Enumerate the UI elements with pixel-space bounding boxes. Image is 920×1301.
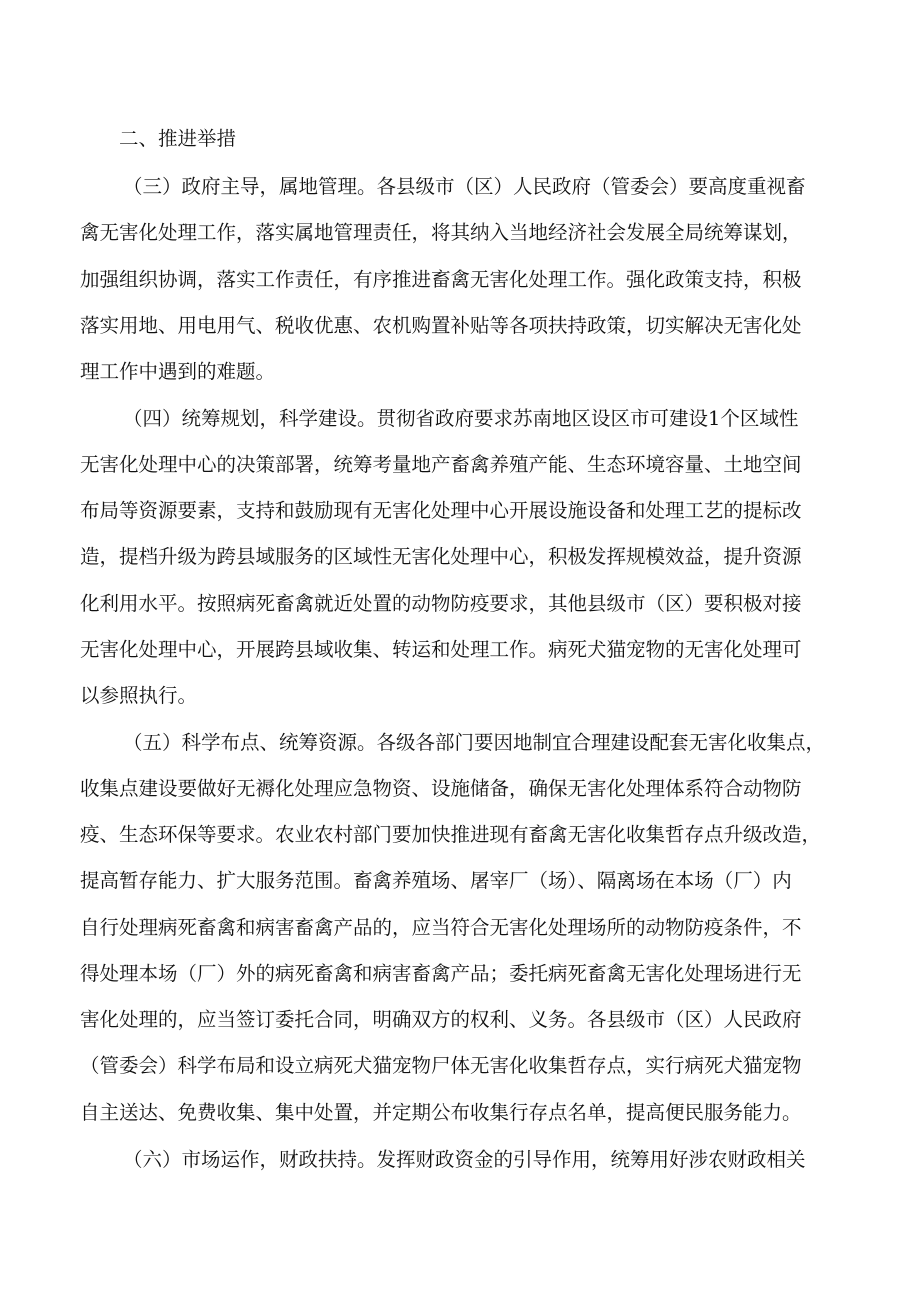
section-heading: 二、推进举措 <box>119 127 237 150</box>
paragraph-6-line-1: （六）市场运作，财政扶持。发挥财政资金的引导作用，统筹用好涉农财政相关 <box>123 1148 806 1171</box>
paragraph-5-line-1: （五）科学布点、统筹资源。各级各部门要因地制宜合理建设配套无害化收集点， <box>123 731 826 754</box>
paragraph-4-line-6: 无害化处理中心，开展跨县域收集、转运和处理工作。病死犬猫宠物的无害化处理可 <box>80 638 802 661</box>
paragraph-4-line-4: 造，提档升级为跨县域服务的区域性无害化处理中心，积极发挥规模效益，提升资源 <box>80 545 802 568</box>
paragraph-3-line-5: 理工作中遇到的难题。 <box>80 360 276 383</box>
paragraph-3-line-2: 禽无害化处理工作，落实属地管理责任，将其纳入当地经济社会发展全局统筹谋划， <box>80 221 802 244</box>
paragraph-3-line-1: （三）政府主导，属地管理。各县级市（区）人民政府（管委会）要高度重视畜 <box>123 175 806 198</box>
paragraph-4-line-2: 无害化处理中心的决策部署，统筹考量地产畜禽养殖产能、生态环境容量、土地空间 <box>80 453 802 476</box>
paragraph-3-line-3: 加强组织协调，落实工作责任，有序推进畜禽无害化处理工作。强化政策支持，积极 <box>80 268 802 291</box>
paragraph-5-line-3: 疫、生态环保等要求。农业农村部门要加快推进现有畜禽无害化收集哲存点升级改造， <box>80 823 822 846</box>
paragraph-5-line-8: （管委会）科学布局和设立病死犬猫宠物尸体无害化收集哲存点，实行病死犬猫宠物 <box>80 1054 802 1077</box>
paragraph-3-line-4: 落实用地、用电用气、税收优惠、农机购置补贴等各项扶持政策，切实解决无害化处 <box>80 314 802 337</box>
paragraph-5-line-2: 收集点建设要做好无褥化处理应急物资、设施储备，确保无害化处理体系符合动物防 <box>80 777 802 800</box>
paragraph-4-line-3: 布局等资源要素，支持和鼓励现有无害化处理中心开展设施设备和处理工艺的提标改 <box>80 499 802 522</box>
paragraph-4-line-5: 化利用水平。按照病死畜禽就近处置的动物防疫要求，其他县级市（区）要积极对接 <box>80 592 802 615</box>
paragraph-5-line-4: 提高暂存能力、扩大服务范围。畜禽养殖场、屠宰厂（场）、隔离场在本场（厂）内 <box>80 869 792 892</box>
paragraph-5-line-6: 得处理本场（厂）外的病死畜禽和病害畜禽产品；委托病死畜禽无害化处理场进行无 <box>80 962 802 985</box>
paragraph-4-line-7: 以参照执行。 <box>80 684 198 707</box>
paragraph-5-line-9: 自主送达、免费收集、集中处置，并定期公布收集行存点名单，提高便民服务能力。 <box>80 1101 802 1124</box>
paragraph-4-line-1: （四）统筹规划，科学建设。贯彻省政府要求苏南地区设区市可建设1个区域性 <box>123 407 799 430</box>
paragraph-5-line-5: 自行处理病死畜禽和病害畜禽产品的，应当符合无害化处理场所的动物防疫条件，不 <box>80 916 802 939</box>
paragraph-5-line-7: 害化处理的，应当签订委托合同，明确双方的权利、义务。各县级市（区）人民政府 <box>80 1008 802 1031</box>
